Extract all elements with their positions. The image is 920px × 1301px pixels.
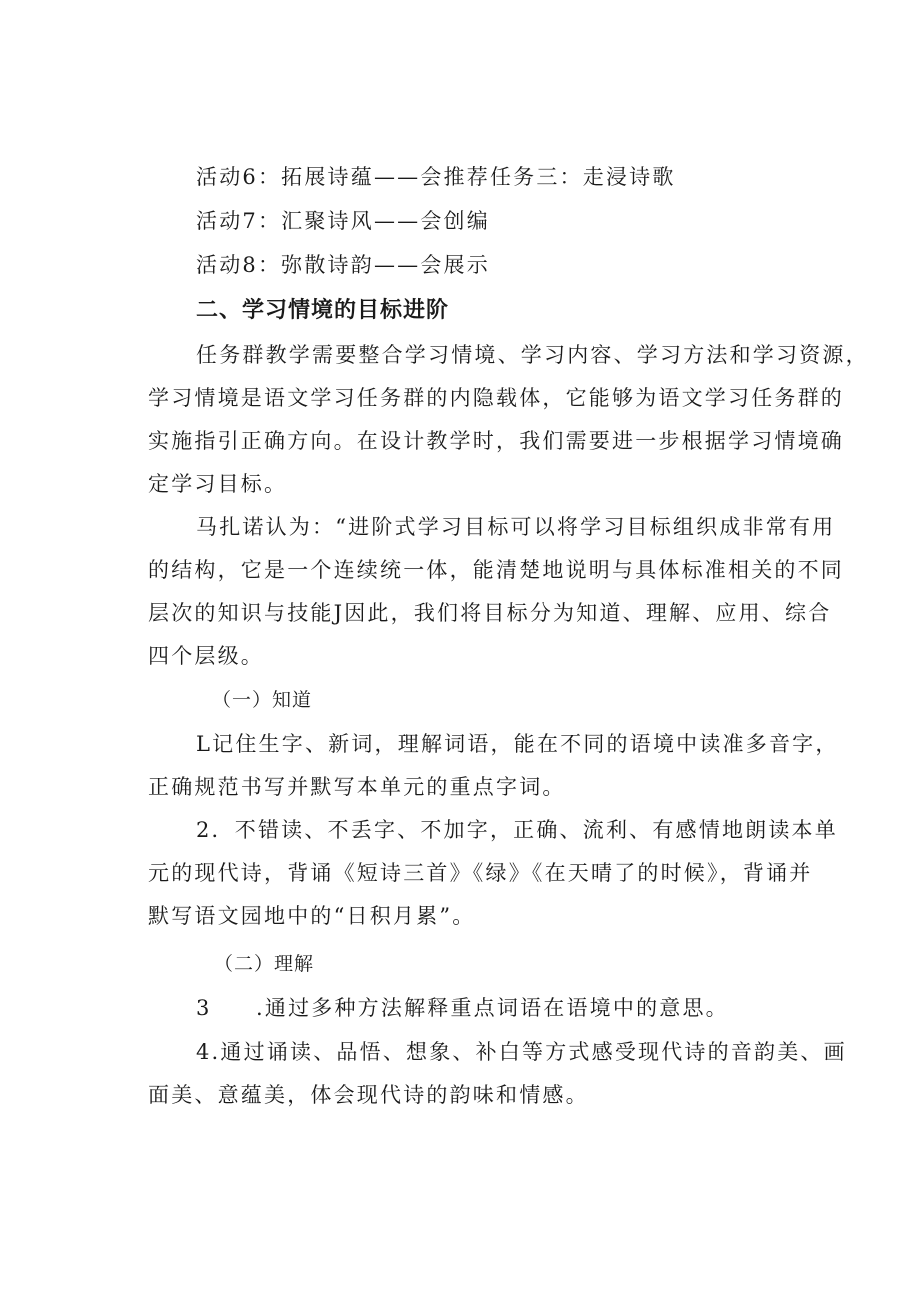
- goal-line: 2．不错读、不丢字、不加字，正确、流利、有感情地朗读本单: [196, 818, 838, 842]
- paragraph-line: 的结构，它是一个连续统一体，能清楚地说明与具体标准相关的不同: [148, 558, 844, 582]
- activity-7: 活动7：汇聚诗风——会创编: [196, 209, 490, 233]
- paragraph-line: 马扎诺认为：“进阶式学习目标可以将学习目标组织成非常有用: [196, 515, 836, 539]
- goal-line: .通过多种方法解释重点词语在语境中的意思。: [256, 996, 729, 1020]
- goal-line: 元的现代诗，背诵《短诗三首》《绿》《在天晴了的时候》，背诵并: [148, 861, 813, 885]
- paragraph-line: 定学习目标。: [148, 472, 288, 496]
- paragraph-line: 层次的知识与技能J因此，我们将目标分为知道、理解、应用、综合: [148, 601, 832, 625]
- paragraph-line: 四个层级。: [148, 644, 264, 668]
- goal-line: 默写语文园地中的“日积月累”。: [148, 904, 476, 928]
- subheading-understand: （二）理解: [214, 953, 315, 975]
- activity-6: 活动6：拓展诗蕴——会推荐任务三：走浸诗歌: [196, 165, 676, 189]
- subheading-know: （一）知道: [212, 689, 313, 711]
- paragraph-line: 学习情境是语文学习任务群的内隐载体，它能够为语文学习任务群的: [148, 386, 844, 410]
- activity-8: 活动8：弥散诗韵——会展示: [196, 253, 490, 277]
- goal-number: 3: [196, 996, 212, 1020]
- goal-line: 面美、意蕴美，体会现代诗的韵味和情感。: [148, 1083, 589, 1107]
- goal-line: 正确规范书写并默写本单元的重点字词。: [148, 775, 566, 799]
- paragraph-line: 任务群教学需要整合学习情境、学习内容、学习方法和学习资源，: [196, 343, 869, 367]
- paragraph-line: 实施指引正确方向。在设计教学时，我们需要进一步根据学习情境确: [148, 429, 844, 453]
- goal-line: 4.通过诵读、品悟、想象、补白等方式感受现代诗的音韵美、画: [196, 1040, 847, 1064]
- goal-line: L记住生字、新词，理解词语，能在不同的语境中读准多音字，: [196, 732, 839, 756]
- section-heading: 二、学习情境的目标进阶: [196, 298, 450, 323]
